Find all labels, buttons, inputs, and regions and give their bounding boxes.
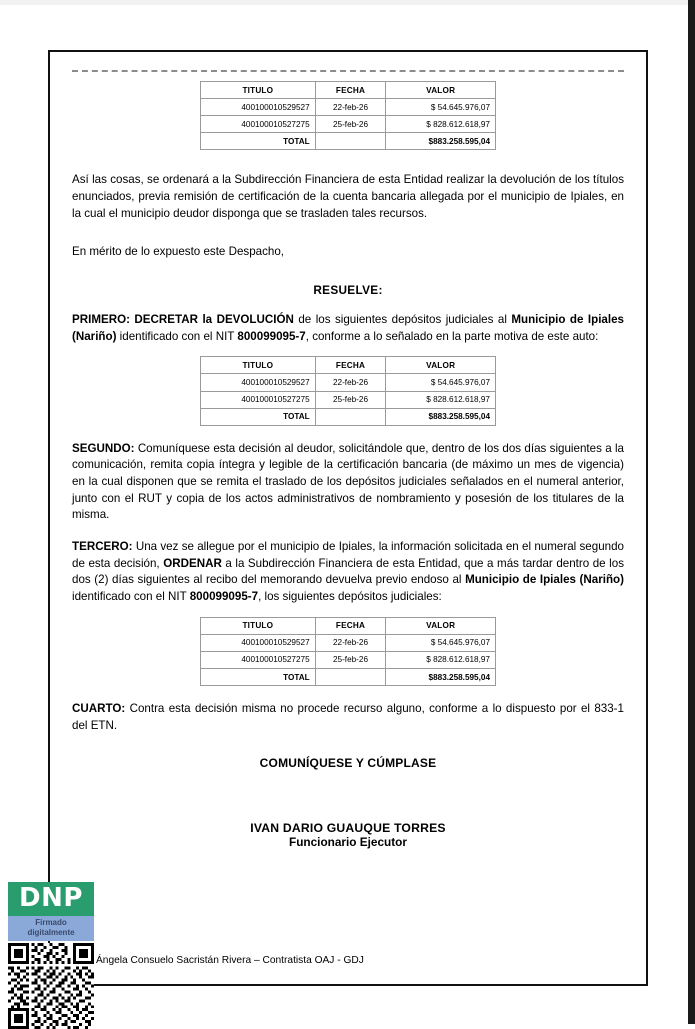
deposits-table-3	[200, 617, 496, 686]
cuarto-text: Contra esta decisión misma no procede recurso alguno, conforme a lo dispuesto por el 833-1 del ETN.	[72, 702, 624, 732]
segundo-text: Comuníquese esta decisión al deudor, solicitándole que, dentro de los dos días siguientes a la comunicación, remita copia íntegra y legible de la certificación bancaria (de máximo un mes de vigencia) en la cual disponen que se remita el traslado de los depósitos judiciales señalados en el numeral anterior, junto con el RUT y copia de los actos administrativos de nombramiento y posesión de los titulares de la misma.	[72, 441, 624, 522]
cell-titulo: 400100010529527	[201, 374, 316, 391]
table-header-row	[201, 357, 496, 374]
tercero-municipio: Municipio de Ipiales (Nariño)	[465, 573, 624, 587]
dnp-signed-caption	[8, 916, 94, 941]
spacer	[72, 261, 624, 283]
column-header-valor: VALOR	[386, 82, 496, 99]
column-header-titulo: TITULO	[201, 357, 316, 374]
cell-total-fecha	[315, 669, 386, 686]
column-header-fecha: FECHA	[315, 617, 386, 634]
tercero-label: TERCERO:	[72, 540, 133, 554]
heading-resuelve: RESUELVE:	[313, 283, 383, 297]
column-header-fecha: FECHA	[315, 357, 386, 374]
table-row	[201, 374, 496, 391]
table-total-row	[201, 669, 496, 686]
table-total-row	[201, 133, 496, 150]
table-header-row	[201, 82, 496, 99]
cell-total-value: $883.258.595,04	[386, 408, 496, 425]
cell-valor: $ 828.612.618,97	[386, 391, 496, 408]
document-page	[48, 50, 648, 986]
table-row	[201, 116, 496, 133]
column-header-fecha: FECHA	[315, 82, 386, 99]
primero-municipio: Municipio de Ipiales (Nariño)	[72, 313, 624, 343]
table-row	[201, 391, 496, 408]
spacer	[72, 770, 624, 792]
cell-total-value: $883.258.595,04	[386, 133, 496, 150]
table-row	[201, 99, 496, 116]
heading-cumplase: COMUNÍQUESE Y CÚMPLASE	[259, 756, 437, 771]
tercero-text-4: , los siguientes depósitos judiciales:	[258, 590, 442, 604]
primero-nit: 800099095-7	[237, 329, 306, 343]
cell-total-fecha	[315, 133, 386, 150]
cell-fecha: 22-feb-26	[315, 634, 386, 651]
cell-total-label: TOTAL	[201, 133, 316, 150]
cuarto-label: CUARTO:	[72, 702, 126, 716]
cell-fecha: 22-feb-26	[315, 374, 386, 391]
segundo-label: SEGUNDO:	[72, 441, 135, 455]
cell-total-label: TOTAL	[201, 408, 316, 425]
tercero-ordenar: ORDENAR	[163, 556, 222, 570]
cell-titulo: 400100010529527	[201, 634, 316, 651]
deposits-table-1	[200, 81, 496, 150]
tercero-text-1: Una vez se allegue por el municipio de Ipiales, la información solicitada en el numeral segundo de esta decisión,	[72, 540, 624, 570]
cell-titulo: 400100010529527	[201, 99, 316, 116]
column-header-valor: VALOR	[386, 357, 496, 374]
spacer	[72, 297, 624, 312]
page-content	[50, 52, 646, 984]
top-dashed-separator	[72, 70, 624, 73]
cell-valor: $ 54.645.976,07	[386, 99, 496, 116]
column-header-titulo: TITULO	[201, 617, 316, 634]
spacer	[72, 686, 624, 701]
cell-total-fecha	[315, 408, 386, 425]
tercero-nit: 800099095-7	[189, 590, 259, 604]
table-header-row	[201, 617, 496, 634]
dnp-signed-line-1: Firmado	[35, 918, 67, 928]
deposits-table-1-wrapper	[72, 81, 624, 150]
cell-fecha: 25-feb-26	[315, 116, 386, 133]
table-row	[201, 651, 496, 668]
cell-valor: $ 54.645.976,07	[386, 374, 496, 391]
spacer	[72, 792, 624, 814]
signature-name: IVAN DARIO GUAUQUE TORRES	[250, 821, 446, 836]
cell-titulo: 400100010527275	[201, 391, 316, 408]
cell-valor: $ 54.645.976,07	[386, 634, 496, 651]
paragraph-tercero	[72, 539, 624, 606]
cell-total-value: $883.258.595,04	[386, 669, 496, 686]
primero-label: PRIMERO: DECRETAR la DEVOLUCIÓN	[72, 313, 294, 326]
dnp-signature-stamp	[8, 882, 94, 1029]
table-total-row	[201, 408, 496, 425]
footer-contributor: Ángela Consuelo Sacristán Rivera – Contratista OAJ - GDJ	[96, 955, 364, 966]
dnp-acronym: DNP	[8, 882, 94, 916]
paragraph-cuarto	[72, 701, 624, 734]
deposits-table-2-wrapper	[72, 356, 624, 425]
dnp-signed-line-2: digitalmente	[27, 928, 75, 938]
paragraph-primero	[72, 312, 624, 345]
scan-top-edge	[0, 0, 695, 5]
deposits-table-3-wrapper	[72, 617, 624, 686]
paragraph-segundo	[72, 441, 624, 524]
deposits-table-2	[200, 356, 496, 425]
qr-code-icon	[8, 943, 94, 1029]
paragraph-intro: Así las cosas, se ordenará a la Subdirección Financiera de esta Entidad realizar la devolución de los títulos enunciados, previa remisión de certificación de la cuenta bancaria allegada por el municipio de Ipiales, en la cual el municipio deudor disponga que se trasladen tales recursos.	[72, 173, 624, 220]
primero-text-2: identificado con el NIT	[116, 329, 238, 343]
tercero-text-2: a la Subdirección Financiera de esta Entidad, que a más tardar dentro de los dos (2) días siguientes al recibo del memorando devuelva previo endoso al	[72, 556, 624, 587]
spacer	[72, 524, 624, 539]
cell-fecha: 25-feb-26	[315, 651, 386, 668]
cell-valor: $ 828.612.618,97	[386, 116, 496, 133]
cell-total-label: TOTAL	[201, 669, 316, 686]
cell-valor: $ 828.612.618,97	[386, 651, 496, 668]
spacer	[72, 734, 624, 756]
cell-titulo: 400100010527275	[201, 116, 316, 133]
paragraph-merito: En mérito de lo expuesto este Despacho,	[72, 245, 285, 259]
spacer	[72, 150, 624, 172]
column-header-titulo: TITULO	[201, 82, 316, 99]
cell-fecha: 22-feb-26	[315, 99, 386, 116]
spacer	[72, 814, 624, 821]
scan-right-edge	[688, 0, 695, 1024]
cell-fecha: 25-feb-26	[315, 391, 386, 408]
spacer	[72, 426, 624, 441]
table-row	[201, 634, 496, 651]
signature-role: Funcionario Ejecutor	[289, 835, 407, 850]
cell-titulo: 400100010527275	[201, 651, 316, 668]
primero-text-1: de los siguientes depósitos judiciales al	[293, 313, 512, 326]
primero-text-3: , conforme a lo señalado en la parte motiva de este auto:	[305, 329, 599, 343]
spacer	[72, 222, 624, 244]
column-header-valor: VALOR	[386, 617, 496, 634]
tercero-text-3: identificado con el NIT	[72, 590, 190, 604]
